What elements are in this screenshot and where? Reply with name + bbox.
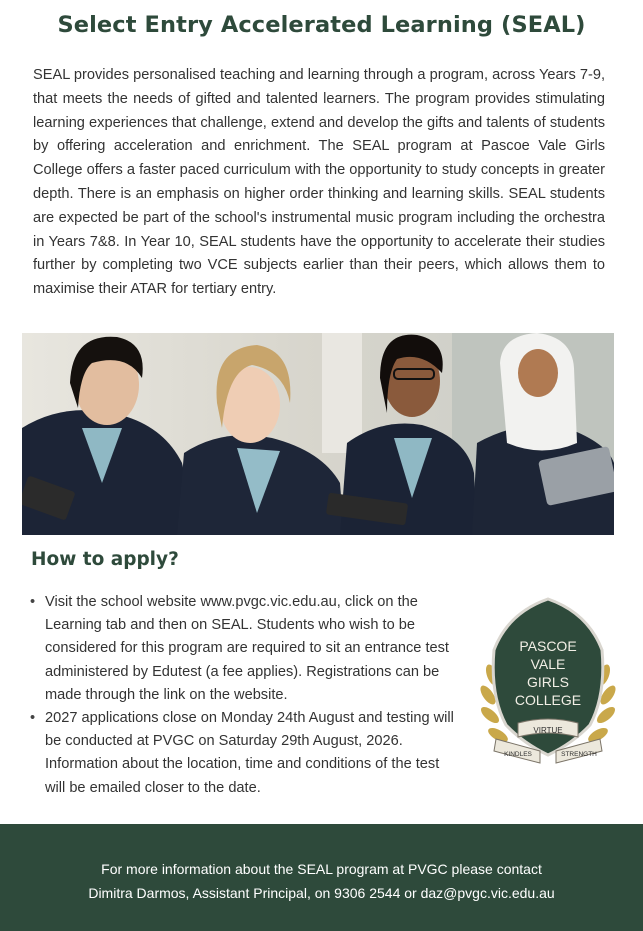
crest-ribbon-left: KINDLES <box>504 751 532 758</box>
apply-steps-list <box>29 591 459 800</box>
crest-ribbon-top: VIRTUE <box>533 726 563 735</box>
intro-paragraph: SEAL provides personalised teaching and learning through a program, across Years 7-9, that meets the needs of gifted and talented learners. The program provides stimulating learning experiences that challenge, extend and develop the gifts and talents of students by offering acceleration and enrichment. The SEAL program at Pascoe Vale Girls College offers a faster paced curriculum with the opportunity to study concepts in greater depth. There is an emphasis on higher order thinking and learning skills. SEAL students are expected be part of the school's instrumental music program including the orchestra in Years 7&8. In Year 10, SEAL students have the opportunity to accelerate their studies further by completing two VCE subjects earlier than their peers, which allows them to maximise their ATAR for tertiary entry. <box>33 67 605 298</box>
college-crest-logo <box>478 595 618 775</box>
crest-text-line4: COLLEGE <box>514 692 582 708</box>
crest-text-line2: VALE <box>530 656 566 672</box>
list-item: • 2027 applications close on Monday 24th August and testing will be conducted at PVGC on Saturday 29th August, 2026. Information about the location, time and conditions of the test will be emailed closer to the date. <box>29 707 459 800</box>
contact-footer <box>0 824 643 931</box>
list-item: • Visit the school website www.pvgc.vic.edu.au, click on the Learning tab and then on SEAL. Students who wish to be considered for this program are required to sit an entrance test administered by Edutest (a fee applies). Registrations can be made through the link on the website. <box>29 591 459 707</box>
crest-ribbon-right: STRENGTH <box>561 751 597 758</box>
crest-text-line1: PASCOE <box>519 638 577 654</box>
footer-line-2: Dimitra Darmos, Assistant Principal, on 9306 2544 or daz@pvgc.vic.edu.au <box>88 884 555 901</box>
how-to-apply-heading: How to apply? <box>31 549 179 570</box>
crest-text-line3: GIRLS <box>526 674 570 690</box>
students-photo <box>22 333 614 535</box>
footer-line-1: For more information about the SEAL program at PVGC please contact <box>101 861 542 877</box>
page-title: Select Entry Accelerated Learning (SEAL) <box>57 12 586 38</box>
